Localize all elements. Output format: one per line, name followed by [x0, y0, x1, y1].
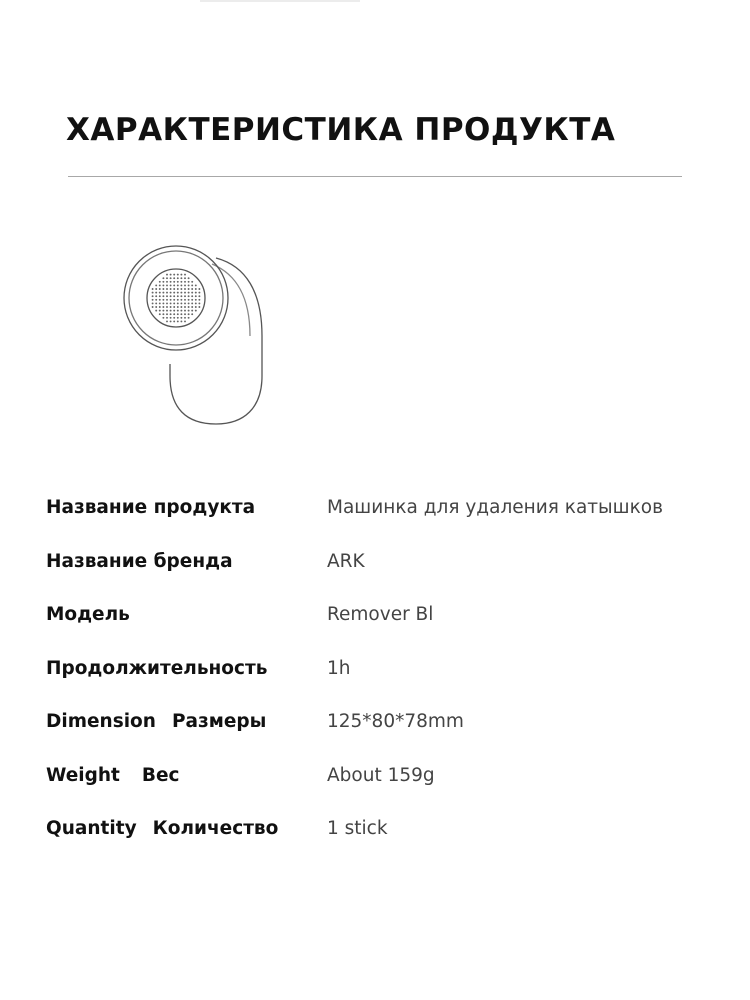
- blade-hole: [173, 281, 175, 283]
- blade-hole: [162, 310, 164, 312]
- blade-hole: [159, 281, 161, 283]
- blade-hole: [177, 313, 179, 315]
- blade-hole: [180, 310, 182, 312]
- blade-hole: [162, 299, 164, 301]
- blade-hole: [180, 320, 182, 322]
- blade-hole: [177, 274, 179, 276]
- blade-hole: [180, 288, 182, 290]
- blade-hole: [173, 277, 175, 279]
- blade-hole: [191, 288, 193, 290]
- blade-hole: [191, 281, 193, 283]
- blade-hole: [159, 310, 161, 312]
- blade-hole: [155, 288, 157, 290]
- blade-hole: [159, 284, 161, 286]
- blade-hole: [188, 302, 190, 304]
- spec-label: [46, 604, 327, 625]
- blade-hole: [188, 313, 190, 315]
- spec-label-primary: Dimension: [46, 711, 156, 733]
- blade-hole: [162, 306, 164, 308]
- blade-hole: [173, 302, 175, 304]
- blade-hole: [195, 306, 197, 308]
- blade-hole: [180, 313, 182, 315]
- spec-label-secondary: Размеры: [171, 711, 267, 733]
- blade-hole: [162, 277, 164, 279]
- blade-hole: [180, 299, 182, 301]
- blade-hole: [177, 306, 179, 308]
- blade-hole: [188, 284, 190, 286]
- blade-hole: [184, 320, 186, 322]
- blade-hole: [170, 299, 172, 301]
- blade-hole: [170, 320, 172, 322]
- blade-hole: [173, 295, 175, 297]
- blade-hole: [188, 317, 190, 319]
- blade-hole: [166, 302, 168, 304]
- blade-hole: [170, 281, 172, 283]
- blade-hole: [159, 288, 161, 290]
- blade-hole: [184, 313, 186, 315]
- blade-hole: [166, 274, 168, 276]
- blade-hole: [198, 288, 200, 290]
- blade-hole: [166, 292, 168, 294]
- blade-hole: [170, 284, 172, 286]
- blade-hole: [170, 277, 172, 279]
- blade-hole: [184, 295, 186, 297]
- page-title: ХАРАКТЕРИСТИКА ПРОДУКТА: [66, 112, 616, 148]
- blade-hole: [180, 306, 182, 308]
- blade-hole: [152, 299, 154, 301]
- blade-hole: [198, 292, 200, 294]
- blade-hole: [191, 292, 193, 294]
- head-inner-ring: [129, 251, 223, 345]
- blade-hole: [173, 292, 175, 294]
- blade-hole: [184, 274, 186, 276]
- spec-value: Remover Bl: [327, 604, 434, 626]
- blade-hole: [170, 302, 172, 304]
- spec-label-primary: Продолжительность: [46, 657, 268, 679]
- blade-hole: [188, 310, 190, 312]
- blade-hole: [177, 310, 179, 312]
- blade-hole: [152, 302, 154, 304]
- blade-hole: [177, 295, 179, 297]
- blade-hole: [180, 302, 182, 304]
- blade-hole: [159, 302, 161, 304]
- blade-hole: [191, 310, 193, 312]
- blade-hole: [166, 310, 168, 312]
- blade-hole: [191, 302, 193, 304]
- blade-hole: [162, 317, 164, 319]
- blade-hole: [184, 288, 186, 290]
- blade-hole: [188, 281, 190, 283]
- blade-hole: [177, 277, 179, 279]
- spec-value: About 159g: [327, 764, 435, 786]
- blade-hole: [166, 299, 168, 301]
- blade-hole: [152, 288, 154, 290]
- blade-hole: [162, 295, 164, 297]
- blade-hole: [155, 310, 157, 312]
- spec-label: [46, 765, 327, 786]
- blade-hole: [162, 281, 164, 283]
- blade-hole: [152, 295, 154, 297]
- blade-hole: [188, 292, 190, 294]
- blade-hole: [162, 313, 164, 315]
- spec-label-primary: Название бренда: [46, 550, 233, 572]
- blade-hole: [166, 288, 168, 290]
- blade-hole: [173, 310, 175, 312]
- blade-hole: [155, 284, 157, 286]
- blade-hole: [155, 292, 157, 294]
- device-body: [170, 258, 262, 424]
- blade-hole: [170, 274, 172, 276]
- spec-row: [46, 749, 726, 803]
- blade-hole: [195, 292, 197, 294]
- blade-hole: [159, 292, 161, 294]
- blade-hole: [162, 302, 164, 304]
- blade-hole: [155, 299, 157, 301]
- blade-hole: [173, 299, 175, 301]
- blade-hole: [180, 274, 182, 276]
- blade-hole: [170, 295, 172, 297]
- blade-hole: [184, 306, 186, 308]
- blade-hole: [188, 277, 190, 279]
- blade-hole: [191, 295, 193, 297]
- spec-label: [46, 818, 327, 839]
- blade-hole: [177, 284, 179, 286]
- blade-hole: [162, 292, 164, 294]
- spec-value: ARK: [327, 550, 365, 572]
- blade-hole: [188, 295, 190, 297]
- blade-hole: [173, 274, 175, 276]
- spec-row: [46, 802, 726, 856]
- blade-hole: [195, 299, 197, 301]
- blade-hole: [195, 295, 197, 297]
- blade-hole: [177, 317, 179, 319]
- spec-label-primary: Quantity: [46, 818, 137, 840]
- blade-hole: [162, 284, 164, 286]
- top-edge-line: [200, 0, 360, 2]
- blade-hole: [159, 299, 161, 301]
- spec-value: 1 stick: [327, 818, 388, 840]
- blade-hole: [188, 306, 190, 308]
- blade-hole: [180, 281, 182, 283]
- blade-hole: [173, 313, 175, 315]
- spec-label: [46, 711, 327, 732]
- spec-row: [46, 481, 726, 535]
- blade-hole: [177, 288, 179, 290]
- blade-hole: [195, 302, 197, 304]
- blade-hole: [173, 317, 175, 319]
- blade-hole: [166, 317, 168, 319]
- blade-hole: [173, 284, 175, 286]
- blade-hole: [184, 284, 186, 286]
- spec-label-secondary: Количество: [152, 818, 279, 840]
- blade-hole: [177, 299, 179, 301]
- blade-hole: [184, 299, 186, 301]
- blade-hole: [166, 281, 168, 283]
- blade-hole: [188, 299, 190, 301]
- spec-label-primary: Модель: [46, 604, 130, 626]
- blade-hole: [198, 299, 200, 301]
- blade-hole: [159, 306, 161, 308]
- blade-hole: [180, 317, 182, 319]
- spec-label: [46, 497, 327, 518]
- blade-hole: [177, 281, 179, 283]
- blade-hole: [184, 292, 186, 294]
- blade-hole: [155, 295, 157, 297]
- blade-hole: [191, 313, 193, 315]
- blade-hole: [162, 288, 164, 290]
- blade-hole: [191, 284, 193, 286]
- blade-hole: [184, 281, 186, 283]
- spec-row: [46, 695, 726, 749]
- spec-row: [46, 588, 726, 642]
- blade-hole: [173, 288, 175, 290]
- spec-label-secondary: Вес: [141, 764, 180, 786]
- blade-hole: [170, 310, 172, 312]
- blade-hole: [184, 310, 186, 312]
- blade-hole: [191, 299, 193, 301]
- blade-hole: [170, 317, 172, 319]
- blade-hole: [195, 288, 197, 290]
- blade-hole: [173, 320, 175, 322]
- blade-hole: [166, 313, 168, 315]
- spec-table: [46, 481, 726, 856]
- blade-hole: [166, 284, 168, 286]
- blade-hole: [177, 320, 179, 322]
- blade-hole: [184, 317, 186, 319]
- blade-hole: [152, 306, 154, 308]
- title-divider: [68, 176, 682, 177]
- blade-hole: [173, 306, 175, 308]
- spec-label-primary: Название продукта: [46, 497, 256, 519]
- blade-hole: [155, 302, 157, 304]
- blade-hole: [177, 302, 179, 304]
- blade-hole: [195, 284, 197, 286]
- lint-remover-illustration-icon: [118, 236, 278, 432]
- blade-hole: [188, 288, 190, 290]
- spec-row: [46, 642, 726, 696]
- blade-hole: [170, 313, 172, 315]
- blade-hole: [195, 310, 197, 312]
- blade-hole: [180, 295, 182, 297]
- blade-hole: [198, 295, 200, 297]
- blade-hole: [166, 295, 168, 297]
- blade-cover-ring: [147, 269, 205, 327]
- spec-label: [46, 658, 327, 679]
- blade-hole: [170, 288, 172, 290]
- spec-label-primary: Weight: [46, 764, 120, 786]
- spec-label: [46, 551, 327, 572]
- blade-hole: [198, 302, 200, 304]
- blade-hole: [180, 292, 182, 294]
- blade-hole: [184, 302, 186, 304]
- blade-cover-holes: [152, 274, 201, 323]
- blade-hole: [184, 277, 186, 279]
- blade-hole: [166, 277, 168, 279]
- blade-hole: [191, 306, 193, 308]
- blade-hole: [166, 306, 168, 308]
- head-outer-ring: [124, 246, 228, 350]
- blade-hole: [159, 295, 161, 297]
- spec-value: 125*80*78mm: [327, 711, 464, 733]
- blade-hole: [180, 284, 182, 286]
- spec-value: 1h: [327, 657, 351, 679]
- blade-hole: [166, 320, 168, 322]
- blade-hole: [180, 277, 182, 279]
- blade-hole: [152, 292, 154, 294]
- blade-hole: [198, 306, 200, 308]
- spec-row: [46, 535, 726, 589]
- blade-hole: [177, 292, 179, 294]
- blade-hole: [155, 306, 157, 308]
- spec-value: Машинка для удаления катышков: [327, 497, 663, 519]
- blade-hole: [159, 313, 161, 315]
- blade-hole: [170, 306, 172, 308]
- blade-hole: [170, 292, 172, 294]
